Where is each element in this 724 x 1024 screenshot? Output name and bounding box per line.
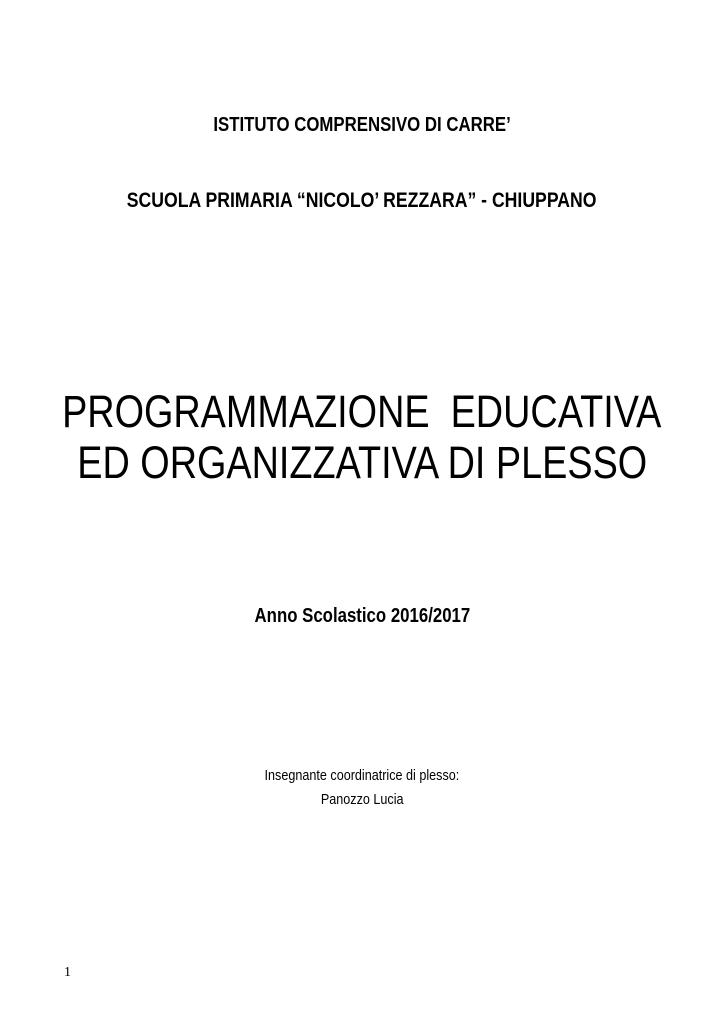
- document-title-line-1: [0, 386, 724, 438]
- coordinator-name: [0, 791, 724, 808]
- document-title-line-1-text: PROGRAMMAZIONE EDUCATIVA: [62, 386, 662, 437]
- document-title-line-2: [0, 437, 724, 489]
- coordinator-label: [0, 767, 724, 784]
- coordinator-name-text: Panozzo Lucia: [320, 791, 404, 808]
- page-number: 1: [64, 965, 71, 980]
- school-year: [0, 605, 724, 628]
- school-name: [0, 189, 724, 213]
- coordinator-label-text: Insegnante coordinatrice di plesso:: [264, 767, 460, 784]
- institute-name-text: ISTITUTO COMPRENSIVO DI CARRE’: [213, 114, 511, 136]
- document-title-line-2-text: ED ORGANIZZATIVA DI PLESSO: [77, 437, 647, 488]
- school-name-text: SCUOLA PRIMARIA “NICOLO’ REZZARA” - CHIUPPANO: [127, 189, 597, 212]
- institute-name: [0, 114, 724, 137]
- school-year-text: Anno Scolastico 2016/2017: [254, 605, 470, 627]
